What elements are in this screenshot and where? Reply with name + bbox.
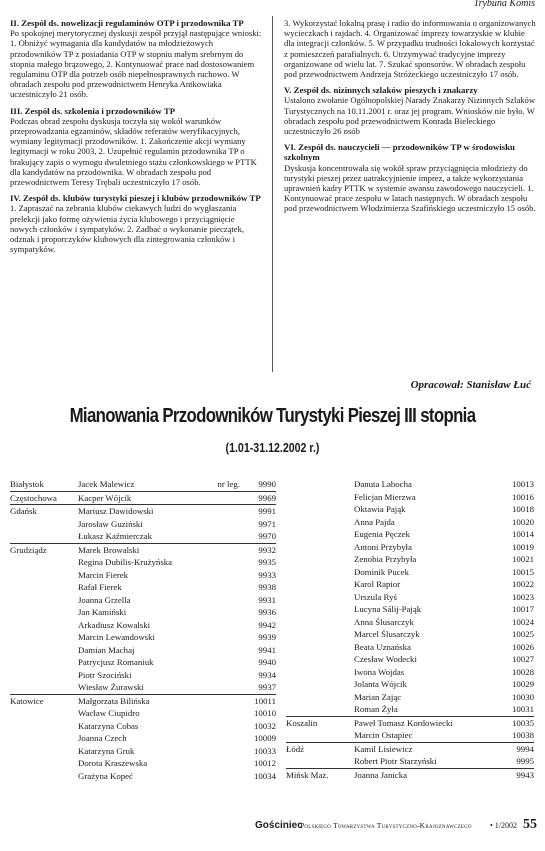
license-number: 10038 — [512, 730, 534, 740]
section-body: Ustalono zwołanie Ogólnopolskiej Narady Znakarzy Nizinnych Szlaków Turystycznych na 10.11.2001 r. oraz jej program. Wniosków nie było. W obradach zespołu pod przewodnictwem Konrada Bieleckiego uczestniczyło 26 osób — [284, 95, 536, 137]
table-row — [286, 703, 534, 716]
license-number: 10032 — [254, 720, 276, 731]
branch-city — [10, 656, 78, 669]
table-row — [286, 566, 534, 579]
license-number: 10029 — [512, 679, 534, 689]
table-row — [10, 543, 276, 557]
branch-city — [286, 603, 354, 616]
guide-name: Kacper Wójcik — [78, 492, 132, 503]
guide-name: Iwona Wojdas — [354, 666, 405, 677]
license-number: 10035 — [512, 717, 534, 728]
license-number: 9991 — [258, 506, 276, 516]
table-row — [286, 591, 534, 604]
license-number: 9994 — [516, 743, 534, 754]
list-subtitle: (1.01-31.12.2002 r.) — [225, 441, 320, 455]
license-number: 10009 — [254, 733, 276, 743]
license-number: 9971 — [258, 518, 276, 529]
branch-city — [10, 518, 78, 531]
guide-name: Zenobia Przybyła — [354, 554, 417, 564]
guide-name: Felicjan Mierzwa — [354, 491, 416, 502]
branch-city — [286, 541, 354, 554]
branch-city — [10, 681, 78, 694]
table-row — [10, 720, 276, 733]
branch-city — [286, 591, 354, 604]
running-header: Trybuna Komis — [473, 0, 535, 9]
guide-name: Karol Rapior — [354, 579, 401, 589]
table-row — [286, 653, 534, 666]
table-row — [10, 770, 276, 783]
table-row — [286, 628, 534, 641]
column-divider — [272, 16, 273, 372]
guide-name: Joanna Grzella — [78, 594, 131, 605]
guide-name: Damian Machaj — [78, 644, 135, 655]
branch-city — [286, 755, 354, 768]
guide-name: Katarzyna Gruk — [78, 745, 135, 756]
table-row — [10, 656, 276, 669]
license-number: 9970 — [258, 531, 276, 541]
license-number: 9940 — [258, 657, 276, 667]
table-row — [286, 603, 534, 616]
branch-city — [10, 619, 78, 632]
table-row — [286, 716, 534, 730]
article-column-left — [10, 18, 262, 260]
branch-city — [10, 569, 78, 582]
guide-name: Beata Uznańska — [354, 641, 411, 652]
report-section — [10, 18, 262, 100]
table-row — [286, 678, 534, 691]
branch-city — [286, 616, 354, 629]
guide-name: Grażyna Kopeć — [78, 770, 133, 781]
guide-name: Dorota Kraszewska — [78, 758, 148, 768]
branch-city — [286, 729, 354, 742]
license-number: 9990 — [258, 479, 276, 489]
license-number: 10019 — [512, 541, 534, 552]
branch-city: Grudziądz — [10, 544, 47, 555]
appointments-table-right — [286, 478, 534, 781]
guide-name: Patrycjusz Romaniuk — [78, 657, 154, 667]
branch-city — [10, 770, 78, 783]
guide-name: Mariusz Dawidowski — [78, 506, 154, 516]
license-number: 10017 — [512, 604, 534, 614]
license-number: 9937 — [258, 682, 276, 692]
license-number: 9933 — [258, 569, 276, 580]
section-body: Po spokojnej merytorycznej dyskusji zespół przyjął następujące wnioski: 1. Obniżyć wymagania dla kandydatów na młodzieżowych przodowników TP z posiadania OTP w stopniu małym srebrnym do stopnia małego brązowego, 2. Kontynuować prace nad dostosowaniem regulaminu OTP dla potrzeb osób niepełnosprawnych ruchowo. W obradach zespołu pod przewodnictwem Henryka Antkowiaka uczestniczyło 21 osób. — [10, 28, 262, 100]
branch-city — [10, 720, 78, 733]
branch-city — [286, 678, 354, 691]
table-row — [10, 530, 276, 543]
report-section — [10, 106, 262, 188]
branch-city: Koszalin — [286, 717, 318, 728]
guide-name: Jacek Malewicz — [78, 479, 135, 489]
license-number: 10021 — [512, 554, 534, 564]
license-number: 10013 — [512, 479, 534, 489]
table-row — [286, 729, 534, 742]
license-number: 10030 — [512, 691, 534, 702]
guide-name: Eugenia Pęczek — [354, 529, 410, 539]
article-column-right — [284, 18, 536, 220]
guide-name: Wiesław Żurawski — [78, 682, 144, 692]
section-heading: III. Zespół ds. szkolenia i przodowników TP — [10, 105, 176, 116]
branch-city: Białystok — [10, 479, 44, 489]
table-row — [286, 516, 534, 529]
branch-city — [10, 631, 78, 644]
license-number-label: nr leg. — [217, 479, 240, 489]
branch-city — [286, 703, 354, 716]
license-number: 10027 — [512, 654, 534, 664]
license-number: 9939 — [258, 632, 276, 642]
license-number: 10023 — [512, 591, 534, 602]
report-section — [284, 142, 536, 213]
branch-city — [10, 556, 78, 569]
magazine-brand: Gościniec — [255, 820, 303, 831]
appointments-table-left — [10, 478, 276, 782]
guide-name: Roman Żyła — [354, 704, 398, 714]
guide-name: Wacław Ciupidro — [78, 708, 140, 718]
branch-city: Mińsk Maz. — [286, 769, 329, 780]
table-row — [10, 594, 276, 607]
branch-city — [286, 641, 354, 654]
guide-name: Arkadiusz Kowalski — [78, 619, 151, 630]
branch-city — [10, 594, 78, 607]
table-row — [286, 616, 534, 629]
table-row — [10, 569, 276, 582]
license-number: 10015 — [512, 566, 534, 577]
branch-city — [10, 757, 78, 770]
guide-name: Jan Kamiński — [78, 607, 127, 617]
section-body: Dyskusja koncentrowała się wokół spraw przyciągnięcia młodzieży do turystyki pieszej przez uatrakcyjnienie imprez, a także wykorzystania uprawnień kadry PTTK w systemie awansu zawodowego nauczycieli. 1. Kontynuować prace zespołu w latach następnych. W obradach zespołu pod przewodnictwem Włodzimierza Szafińskiego uczestniczyło 15 osób. — [284, 162, 536, 214]
guide-name: Marcin Ostapiec — [354, 730, 413, 740]
branch-city — [10, 707, 78, 720]
license-number: 9969 — [258, 492, 276, 503]
license-number: 10022 — [512, 579, 534, 589]
branch-city — [10, 644, 78, 657]
branch-city — [10, 732, 78, 745]
table-row — [10, 556, 276, 569]
guide-name: Marcin Lewandowski — [78, 632, 155, 642]
license-number: 9931 — [258, 594, 276, 605]
license-number: 10034 — [254, 770, 276, 781]
branch-city: Częstochowa — [10, 492, 57, 503]
license-number: 10025 — [512, 629, 534, 639]
section-heading: II. Zespół ds. nowelizacji regulaminów OTP i przodownika TP — [10, 18, 244, 28]
table-row — [10, 644, 276, 657]
license-number: 10033 — [254, 745, 276, 756]
license-number: 10018 — [512, 504, 534, 514]
table-row — [10, 504, 276, 518]
table-row — [10, 619, 276, 632]
license-number: 10010 — [254, 708, 276, 718]
license-number: 10031 — [512, 704, 534, 714]
license-number: 9934 — [258, 669, 276, 680]
table-row — [286, 768, 534, 782]
table-row — [286, 641, 534, 654]
guide-name: Robert Piotr Starzyński — [354, 756, 437, 766]
branch-city — [286, 653, 354, 666]
branch-city — [286, 578, 354, 591]
table-row — [10, 606, 276, 619]
license-number: 10028 — [512, 666, 534, 677]
guide-name: Kamil Lisiewicz — [354, 743, 413, 754]
guide-name: Łukasz Kaźmierczak — [78, 531, 152, 541]
branch-city — [10, 581, 78, 594]
guide-name: Jarosław Guziński — [78, 518, 143, 529]
table-row — [10, 669, 276, 682]
guide-name: Regina Dubilis-Krużyńska — [78, 557, 173, 567]
branch-city — [286, 566, 354, 579]
license-number: 10016 — [512, 491, 534, 502]
guide-name: Rafał Fierek — [78, 582, 122, 592]
table-row — [286, 742, 534, 756]
guide-name: Joanna Janicka — [354, 769, 408, 780]
table-row — [10, 757, 276, 770]
guide-name: Oktawia Pająk — [354, 504, 406, 514]
branch-city — [286, 628, 354, 641]
table-row — [10, 745, 276, 758]
guide-name: Czesław Wodecki — [354, 654, 417, 664]
guide-name: Piotr Szociński — [78, 669, 132, 680]
branch-city: Gdańsk — [10, 506, 37, 516]
issue-number: • 1/2002 — [490, 821, 518, 830]
report-section — [284, 18, 536, 79]
table-row — [10, 732, 276, 745]
table-row — [286, 553, 534, 566]
guide-name: Paweł Tomasz Kordowiecki — [354, 717, 453, 728]
guide-name: Danuta Labocha — [354, 479, 412, 489]
table-row — [286, 755, 534, 768]
guide-name: Katarzyna Cobas — [78, 720, 139, 731]
table-row — [286, 578, 534, 591]
table-row — [286, 478, 534, 491]
license-number: 9936 — [258, 607, 276, 617]
table-row — [10, 478, 276, 491]
table-row — [10, 491, 276, 505]
list-title: Mianowania Przodowników Turystyki Pieszej III stopnia — [69, 404, 476, 427]
table-row — [286, 503, 534, 516]
branch-city — [286, 528, 354, 541]
license-number: 9938 — [258, 582, 276, 592]
guide-name: Marek Browalski — [78, 544, 140, 555]
license-number: 10012 — [254, 758, 276, 768]
report-section — [284, 85, 536, 136]
guide-name: Dominik Pucek — [354, 566, 409, 577]
table-row — [286, 541, 534, 554]
table-row — [10, 631, 276, 644]
license-number: 9935 — [258, 557, 276, 567]
branch-city — [10, 745, 78, 758]
section-body: Podczas obrad zespołu dyskusja toczyła się wokół warunków przeprowadzania egzaminów, składów referatów weryfikacyjnych, wymiany legitymacji przodowników. 1. Zakończenie akcji wymiany legitymacji w roku 2003, 2. Uzupełnić regulamin przodownika TP o brakujący zapis o wymogu dwuletniego stażu członkowskiego w PTTK dla kandydatów na przodownika. W obradach zespołu pod przewodnictwem Teresy Trębali uczestniczyło 17 osób. — [10, 115, 257, 188]
branch-city — [286, 516, 354, 529]
guide-name: Urszula Ryś — [354, 591, 397, 602]
license-number: 9941 — [258, 644, 276, 655]
branch-city — [10, 606, 78, 619]
license-number: 9932 — [258, 544, 276, 555]
table-row — [286, 691, 534, 704]
guide-name: Anna Pajda — [354, 516, 395, 527]
table-row — [286, 666, 534, 679]
guide-name: Antoni Przybyła — [354, 541, 412, 552]
table-row — [10, 681, 276, 694]
table-row — [286, 528, 534, 541]
table-row — [10, 707, 276, 720]
branch-city — [286, 666, 354, 679]
license-number: 10014 — [512, 529, 534, 539]
page-number: 55 — [523, 817, 537, 832]
guide-name: Marcel Ślusarczyk — [354, 629, 420, 639]
section-heading: V. Zespół ds. nizinnych szlaków pieszych i znakarzy — [284, 85, 478, 96]
license-number: 9942 — [258, 619, 276, 630]
guide-name: Jolanta Wójcik — [354, 679, 407, 689]
license-number: 9943 — [516, 769, 534, 780]
guide-name: Marcin Fierek — [78, 569, 129, 580]
branch-city — [10, 530, 78, 543]
license-number: 10024 — [512, 616, 534, 627]
branch-city — [286, 491, 354, 504]
branch-city — [286, 553, 354, 566]
branch-city — [10, 669, 78, 682]
table-row — [10, 581, 276, 594]
branch-city: Katowice — [10, 695, 44, 706]
license-number: 9995 — [516, 756, 534, 766]
license-number: 10011 — [254, 695, 276, 706]
branch-city — [286, 478, 354, 491]
guide-name: Lucyna Sálij-Pająk — [354, 604, 422, 614]
report-section — [10, 193, 262, 254]
branch-city — [286, 503, 354, 516]
page-footer — [0, 818, 545, 838]
publisher-name: Polskiego Towarzystwa Turystyczno-Krajoznawczego — [300, 821, 472, 830]
branch-city: Łódź — [286, 743, 305, 754]
table-row — [10, 694, 276, 708]
section-body: 3. Wykorzystać lokalną prasę i radio do informowania o organizowanych wycieczkach i rajdach. 4. Organizować imprezy towarzyskie w klubie dla integracji członków. 5. W przypadku trudności lokalowych korzystać z pomieszczeń parafialnych. 6. Utrzymywać tradycyjne imprezy organizowane od wielu lat. 7. Szukać sponsorów. W obradach zespołu pod przewodnictwem Andrzeja Stróżeckiego uczestniczyło 17 osób. — [284, 18, 536, 80]
table-row — [286, 491, 534, 504]
author-credit: Opracował: Stanisław Łuć — [410, 379, 531, 391]
section-heading: VI. Zespół ds. nauczycieli — przodowników TP w środowisku szkolnym — [284, 142, 515, 163]
guide-name: Marian Zając — [354, 691, 402, 702]
section-body: 1. Zapraszać na zebrania klubów ciekawych ludzi do wygłaszania prelekcji jako formę ożywienia życia klubowego i przyciągnięcie nowych członków i sympatyków. 2. Zadbać o wykonanie pieczątek, odznak i proporczyków klubowych dla zintegrowania członków i sympatyków. — [10, 203, 245, 255]
license-number: 10026 — [512, 641, 534, 652]
section-heading: IV. Zespół ds. klubów turystyki pieszej i klubów przodowników TP — [10, 193, 261, 204]
guide-name: Małgorzata Bilińska — [78, 695, 150, 706]
guide-name: Anna Ślusarczyk — [354, 616, 414, 627]
table-row — [10, 518, 276, 531]
license-number: 10020 — [512, 516, 534, 527]
guide-name: Joanna Czech — [78, 733, 127, 743]
branch-city — [286, 691, 354, 704]
